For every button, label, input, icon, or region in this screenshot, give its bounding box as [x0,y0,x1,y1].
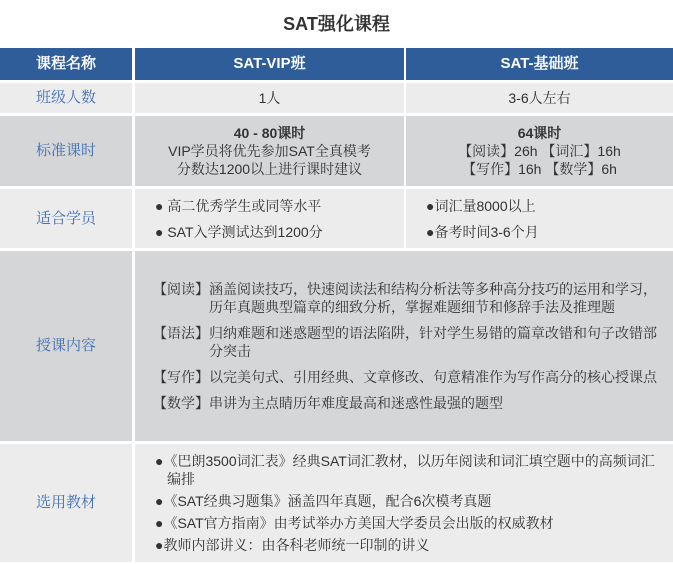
content-item: 【数学】 串讲为主点睛历年难度最高和迷惑性最强的题型 [153,395,503,411]
vip-hours-line: VIP学员将优先参加SAT全真模考 [168,143,371,159]
list-item: ● 高二优秀学生或同等水平 [155,197,322,214]
row-label-size: 班级人数 [0,83,132,113]
vip-size: 1人 [135,83,404,113]
header-basic: SAT-基础班 [406,48,673,80]
vip-hours-title: 40 - 80课时 [233,125,306,141]
content-item: 【阅读】 涵盖阅读技巧，快速阅读法和结构分析法等多种高分技巧的运用和学习，历年真题典型篇章的细致分析，掌握难题细节和修辞手法及推理题 [153,281,657,315]
header-vip: SAT-VIP班 [135,48,404,80]
vip-students [135,189,404,248]
materials-cell [135,444,673,562]
content-item: 【写作】 以完美句式、引用经典、文章修改、句意精准作为写作高分的核心授课点 [153,369,657,385]
basic-hours [406,116,673,186]
basic-students [406,189,673,248]
row-label-hours: 标准课时 [0,116,132,186]
list-item: ●教师内部讲义：由各科老师统一印制的讲义 [155,537,430,553]
list-item: ●《巴朗3500词汇表》经典SAT词汇教材，以历年阅读和词汇填空题中的高频词汇编排 [155,453,655,487]
list-item: ●《SAT官方指南》由考试举办方美国大学委员会出版的权威教材 [155,515,554,531]
vip-hours [135,116,404,186]
vip-hours-line: 分数达1200以上进行课时建议 [176,161,363,177]
basic-hours-title: 64课时 [517,125,562,141]
list-item: ● SAT入学测试达到1200分 [155,223,323,240]
row-label-students: 适合学员 [0,189,132,248]
list-item: ●备考时间3-6个月 [426,223,539,240]
header-course-name: 课程名称 [0,48,132,80]
row-label-materials: 选用教材 [0,444,132,562]
content-item: 【语法】 归纳难题和迷惑题型的语法陷阱，针对学生易错的篇章改错和句子改错部分突击 [153,325,657,359]
basic-hours-line: 【写作】16h 【数学】6h [462,161,617,177]
list-item: ●词汇量8000以上 [426,197,536,214]
basic-hours-line: 【阅读】26h 【词汇】16h [458,143,621,159]
content-cell [135,251,673,441]
page-title: SAT强化课程 [283,14,390,34]
basic-size: 3-6人左右 [406,83,673,113]
list-item: ●《SAT经典习题集》涵盖四年真题，配合6次模考真题 [155,493,492,509]
row-label-content: 授课内容 [0,251,132,441]
